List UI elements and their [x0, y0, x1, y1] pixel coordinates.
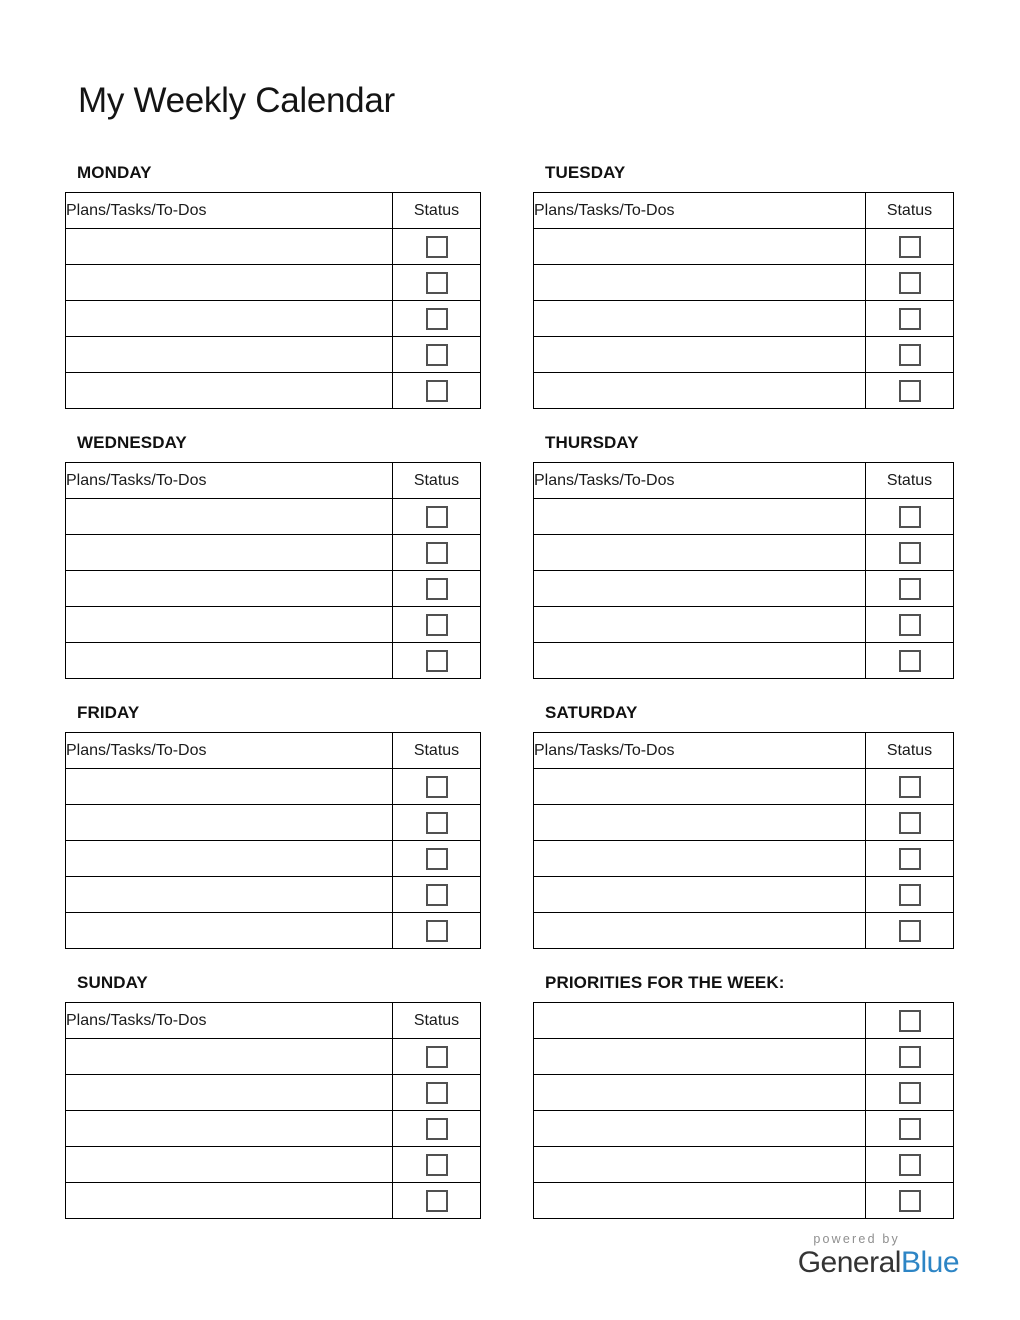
task-cell	[534, 1075, 866, 1111]
status-cell	[866, 499, 954, 535]
task-cell	[534, 229, 866, 265]
status-checkbox[interactable]	[899, 920, 921, 942]
priorities-title: PRIORITIES FOR THE WEEK:	[545, 973, 785, 992]
table-header-row	[534, 463, 954, 499]
general-blue-logo	[798, 1246, 959, 1280]
task-cell	[534, 643, 866, 679]
table-header-row	[66, 733, 481, 769]
status-cell	[866, 1075, 954, 1111]
task-cell	[66, 571, 393, 607]
day-title-tuesday: TUESDAY	[545, 163, 626, 182]
status-checkbox[interactable]	[426, 308, 448, 330]
status-checkbox[interactable]	[426, 272, 448, 294]
table-row	[534, 769, 954, 805]
status-checkbox[interactable]	[899, 848, 921, 870]
status-cell	[866, 301, 954, 337]
column-header-plans: Plans/Tasks/To-Dos	[66, 463, 393, 499]
status-checkbox[interactable]	[899, 380, 921, 402]
task-cell	[66, 499, 393, 535]
status-checkbox[interactable]	[426, 848, 448, 870]
task-cell	[66, 1147, 393, 1183]
status-cell	[866, 643, 954, 679]
day-table-friday	[65, 732, 481, 949]
task-cell	[66, 841, 393, 877]
day-title-sunday: SUNDAY	[77, 973, 148, 992]
status-cell	[393, 337, 481, 373]
status-checkbox[interactable]	[899, 506, 921, 528]
table-row	[534, 607, 954, 643]
table-row	[66, 769, 481, 805]
priorities-table	[533, 1002, 954, 1219]
status-checkbox[interactable]	[426, 1118, 448, 1140]
table-header-row	[66, 193, 481, 229]
status-checkbox[interactable]	[426, 1190, 448, 1212]
column-header-status: Status	[393, 463, 481, 499]
table-row	[66, 571, 481, 607]
table-row	[66, 805, 481, 841]
task-cell	[534, 1111, 866, 1147]
status-cell	[393, 1111, 481, 1147]
table-row	[66, 841, 481, 877]
table-row	[534, 1075, 954, 1111]
section-monday	[65, 163, 481, 409]
table-row	[66, 265, 481, 301]
status-cell	[866, 913, 954, 949]
status-cell	[393, 769, 481, 805]
status-cell	[393, 229, 481, 265]
status-cell	[393, 301, 481, 337]
table-row	[534, 337, 954, 373]
column-header-plans: Plans/Tasks/To-Dos	[66, 733, 393, 769]
day-title-thursday: THURSDAY	[545, 433, 639, 452]
task-cell	[66, 373, 393, 409]
table-row	[534, 877, 954, 913]
table-row	[66, 1075, 481, 1111]
status-cell	[393, 607, 481, 643]
status-checkbox[interactable]	[899, 308, 921, 330]
status-checkbox[interactable]	[426, 614, 448, 636]
column-header-plans: Plans/Tasks/To-Dos	[534, 733, 866, 769]
column-header-plans: Plans/Tasks/To-Dos	[534, 463, 866, 499]
status-checkbox[interactable]	[899, 812, 921, 834]
status-checkbox[interactable]	[426, 578, 448, 600]
table-row	[534, 1183, 954, 1219]
task-cell	[534, 1147, 866, 1183]
day-title-saturday: SATURDAY	[545, 703, 638, 722]
table-row	[534, 229, 954, 265]
column-header-status: Status	[866, 193, 954, 229]
status-checkbox[interactable]	[899, 1010, 921, 1032]
table-row	[534, 841, 954, 877]
section-sunday	[65, 973, 481, 1219]
status-checkbox[interactable]	[899, 776, 921, 798]
status-checkbox[interactable]	[426, 1082, 448, 1104]
column-header-plans: Plans/Tasks/To-Dos	[66, 193, 393, 229]
task-cell	[534, 769, 866, 805]
status-cell	[393, 1183, 481, 1219]
table-row	[66, 535, 481, 571]
status-cell	[866, 571, 954, 607]
status-checkbox[interactable]	[899, 1082, 921, 1104]
status-cell	[866, 1147, 954, 1183]
page-title: My Weekly Calendar	[78, 81, 395, 120]
table-row	[534, 643, 954, 679]
table-row	[66, 643, 481, 679]
status-checkbox[interactable]	[899, 1190, 921, 1212]
status-checkbox[interactable]	[426, 542, 448, 564]
column-header-plans: Plans/Tasks/To-Dos	[534, 193, 866, 229]
status-checkbox[interactable]	[426, 236, 448, 258]
column-header-status: Status	[393, 733, 481, 769]
status-cell	[393, 1147, 481, 1183]
table-header-row	[66, 1003, 481, 1039]
status-checkbox[interactable]	[899, 236, 921, 258]
task-cell	[534, 301, 866, 337]
table-row	[66, 913, 481, 949]
day-table-sunday	[65, 1002, 481, 1219]
section-saturday	[533, 703, 954, 949]
status-cell	[866, 841, 954, 877]
status-checkbox[interactable]	[899, 1118, 921, 1140]
task-cell	[534, 1003, 866, 1039]
task-cell	[534, 337, 866, 373]
table-row	[66, 1183, 481, 1219]
table-row	[66, 337, 481, 373]
status-checkbox[interactable]	[426, 884, 448, 906]
table-row	[534, 571, 954, 607]
section-friday	[65, 703, 481, 949]
status-cell	[866, 607, 954, 643]
table-row	[534, 373, 954, 409]
status-cell	[866, 1111, 954, 1147]
day-title-wednesday: WEDNESDAY	[77, 433, 187, 452]
table-row	[66, 499, 481, 535]
task-cell	[66, 877, 393, 913]
status-cell	[866, 805, 954, 841]
table-row	[534, 1147, 954, 1183]
table-row	[534, 805, 954, 841]
table-row	[534, 499, 954, 535]
day-title-friday: FRIDAY	[77, 703, 140, 722]
day-table-monday	[65, 192, 481, 409]
task-cell	[534, 535, 866, 571]
status-cell	[866, 1039, 954, 1075]
status-cell	[393, 805, 481, 841]
day-title-monday: MONDAY	[77, 163, 152, 182]
task-cell	[534, 913, 866, 949]
status-checkbox[interactable]	[426, 920, 448, 942]
status-checkbox[interactable]	[426, 506, 448, 528]
task-cell	[534, 373, 866, 409]
status-checkbox[interactable]	[899, 542, 921, 564]
status-cell	[866, 337, 954, 373]
table-row	[534, 1003, 954, 1039]
task-cell	[66, 229, 393, 265]
section-wednesday	[65, 433, 481, 679]
task-cell	[66, 805, 393, 841]
status-cell	[393, 571, 481, 607]
day-table-thursday	[533, 462, 954, 679]
status-cell	[866, 877, 954, 913]
status-cell	[866, 373, 954, 409]
task-cell	[66, 769, 393, 805]
logo-blue-text: Blue	[900, 1246, 959, 1279]
task-cell	[66, 337, 393, 373]
table-row	[66, 1147, 481, 1183]
status-checkbox[interactable]	[899, 1046, 921, 1068]
section-tuesday	[533, 163, 954, 409]
status-cell	[393, 265, 481, 301]
status-checkbox[interactable]	[426, 380, 448, 402]
column-header-status: Status	[393, 1003, 481, 1039]
table-row	[66, 1039, 481, 1075]
powered-by-text: powered by	[813, 1232, 900, 1246]
section-thursday	[533, 433, 954, 679]
status-checkbox[interactable]	[426, 812, 448, 834]
table-header-row	[534, 193, 954, 229]
table-row	[534, 535, 954, 571]
status-checkbox[interactable]	[899, 578, 921, 600]
task-cell	[534, 1039, 866, 1075]
column-header-status: Status	[866, 463, 954, 499]
status-cell	[393, 1075, 481, 1111]
status-checkbox[interactable]	[426, 1154, 448, 1176]
task-cell	[66, 1039, 393, 1075]
task-cell	[66, 301, 393, 337]
status-cell	[393, 841, 481, 877]
status-cell	[866, 229, 954, 265]
table-row	[534, 913, 954, 949]
status-cell	[866, 1003, 954, 1039]
column-header-status: Status	[393, 193, 481, 229]
status-checkbox[interactable]	[426, 1046, 448, 1068]
task-cell	[534, 607, 866, 643]
status-checkbox[interactable]	[899, 884, 921, 906]
day-table-saturday	[533, 732, 954, 949]
status-cell	[393, 535, 481, 571]
status-cell	[866, 769, 954, 805]
task-cell	[66, 265, 393, 301]
status-cell	[393, 913, 481, 949]
status-checkbox[interactable]	[899, 272, 921, 294]
table-row	[534, 301, 954, 337]
task-cell	[66, 913, 393, 949]
status-checkbox[interactable]	[899, 650, 921, 672]
task-cell	[534, 265, 866, 301]
column-header-plans: Plans/Tasks/To-Dos	[66, 1003, 393, 1039]
status-cell	[866, 1183, 954, 1219]
status-checkbox[interactable]	[899, 1154, 921, 1176]
task-cell	[534, 841, 866, 877]
logo-general-text: General	[797, 1246, 901, 1279]
status-cell	[866, 265, 954, 301]
table-header-row	[534, 733, 954, 769]
table-row	[66, 229, 481, 265]
status-cell	[393, 373, 481, 409]
table-row	[66, 607, 481, 643]
table-row	[534, 1111, 954, 1147]
task-cell	[534, 571, 866, 607]
task-cell	[66, 535, 393, 571]
task-cell	[534, 805, 866, 841]
status-cell	[393, 499, 481, 535]
task-cell	[66, 1111, 393, 1147]
status-checkbox[interactable]	[899, 614, 921, 636]
table-row	[534, 265, 954, 301]
task-cell	[534, 499, 866, 535]
table-row	[66, 877, 481, 913]
task-cell	[534, 877, 866, 913]
day-table-wednesday	[65, 462, 481, 679]
table-row	[534, 1039, 954, 1075]
status-checkbox[interactable]	[426, 776, 448, 798]
task-cell	[66, 1183, 393, 1219]
table-row	[66, 1111, 481, 1147]
status-cell	[866, 535, 954, 571]
table-header-row	[66, 463, 481, 499]
status-cell	[393, 1039, 481, 1075]
status-checkbox[interactable]	[899, 344, 921, 366]
status-checkbox[interactable]	[426, 650, 448, 672]
day-table-tuesday	[533, 192, 954, 409]
column-header-status: Status	[866, 733, 954, 769]
task-cell	[66, 643, 393, 679]
task-cell	[66, 607, 393, 643]
table-row	[66, 301, 481, 337]
status-cell	[393, 643, 481, 679]
task-cell	[66, 1075, 393, 1111]
task-cell	[534, 1183, 866, 1219]
status-cell	[393, 877, 481, 913]
section-priorities	[533, 973, 954, 1219]
status-checkbox[interactable]	[426, 344, 448, 366]
table-row	[66, 373, 481, 409]
